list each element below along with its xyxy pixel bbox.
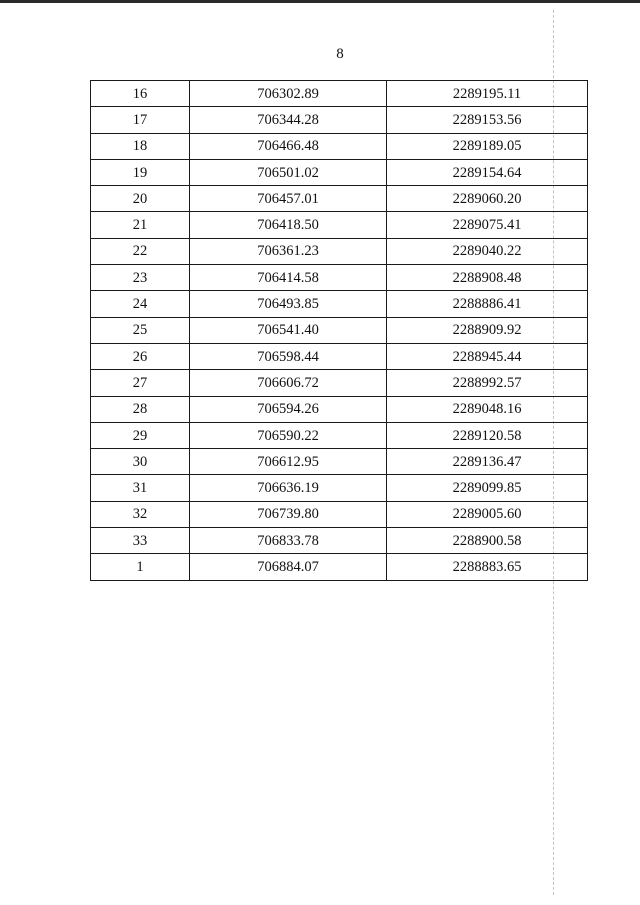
point-number-cell: 31 [91,475,190,501]
x-coordinate-cell: 706302.89 [190,81,387,107]
x-coordinate-cell: 706594.26 [190,396,387,422]
point-number-cell: 27 [91,370,190,396]
table-row [91,343,588,369]
point-number-cell: 22 [91,238,190,264]
y-coordinate-cell: 2288900.58 [387,528,588,554]
x-coordinate-cell: 706636.19 [190,475,387,501]
x-coordinate-cell: 706541.40 [190,317,387,343]
point-number-cell: 24 [91,291,190,317]
x-coordinate-cell: 706612.95 [190,449,387,475]
y-coordinate-cell: 2289040.22 [387,238,588,264]
table-row [91,212,588,238]
point-number-cell: 32 [91,501,190,527]
y-coordinate-cell: 2288886.41 [387,291,588,317]
table-row [91,159,588,185]
y-coordinate-cell: 2288945.44 [387,343,588,369]
point-number-cell: 17 [91,107,190,133]
table-row [91,370,588,396]
point-number-cell: 26 [91,343,190,369]
point-number-cell: 30 [91,449,190,475]
x-coordinate-cell: 706833.78 [190,528,387,554]
coordinate-table-body [91,81,588,581]
x-coordinate-cell: 706344.28 [190,107,387,133]
table-row [91,317,588,343]
x-coordinate-cell: 706414.58 [190,265,387,291]
y-coordinate-cell: 2289005.60 [387,501,588,527]
y-coordinate-cell: 2289099.85 [387,475,588,501]
point-number-cell: 25 [91,317,190,343]
x-coordinate-cell: 706493.85 [190,291,387,317]
table-row [91,396,588,422]
x-coordinate-cell: 706606.72 [190,370,387,396]
x-coordinate-cell: 706361.23 [190,238,387,264]
point-number-cell: 16 [91,81,190,107]
x-coordinate-cell: 706884.07 [190,554,387,580]
y-coordinate-cell: 2288883.65 [387,554,588,580]
table-row [91,475,588,501]
y-coordinate-cell: 2289189.05 [387,133,588,159]
table-row [91,238,588,264]
x-coordinate-cell: 706457.01 [190,186,387,212]
y-coordinate-cell: 2289195.11 [387,81,588,107]
y-coordinate-cell: 2289120.58 [387,422,588,448]
y-coordinate-cell: 2289154.64 [387,159,588,185]
y-coordinate-cell: 2289136.47 [387,449,588,475]
y-coordinate-cell: 2289060.20 [387,186,588,212]
table-row [91,186,588,212]
x-coordinate-cell: 706739.80 [190,501,387,527]
x-coordinate-cell: 706501.02 [190,159,387,185]
table-row [91,528,588,554]
page-number: 8 [336,46,344,62]
point-number-cell: 1 [91,554,190,580]
table-row [91,449,588,475]
x-coordinate-cell: 706466.48 [190,133,387,159]
coordinate-table [90,80,588,581]
x-coordinate-cell: 706598.44 [190,343,387,369]
y-coordinate-cell: 2289153.56 [387,107,588,133]
table-row [91,554,588,580]
page-top-edge [0,0,640,3]
point-number-cell: 29 [91,422,190,448]
table-row [91,265,588,291]
point-number-cell: 20 [91,186,190,212]
table-row [91,133,588,159]
table-row [91,422,588,448]
x-coordinate-cell: 706418.50 [190,212,387,238]
point-number-cell: 28 [91,396,190,422]
point-number-cell: 19 [91,159,190,185]
y-coordinate-cell: 2288909.92 [387,317,588,343]
x-coordinate-cell: 706590.22 [190,422,387,448]
point-number-cell: 33 [91,528,190,554]
y-coordinate-cell: 2288992.57 [387,370,588,396]
y-coordinate-cell: 2288908.48 [387,265,588,291]
table-row [91,501,588,527]
table-row [91,291,588,317]
point-number-cell: 23 [91,265,190,291]
y-coordinate-cell: 2289075.41 [387,212,588,238]
y-coordinate-cell: 2289048.16 [387,396,588,422]
table-row [91,107,588,133]
table-row [91,81,588,107]
point-number-cell: 21 [91,212,190,238]
point-number-cell: 18 [91,133,190,159]
